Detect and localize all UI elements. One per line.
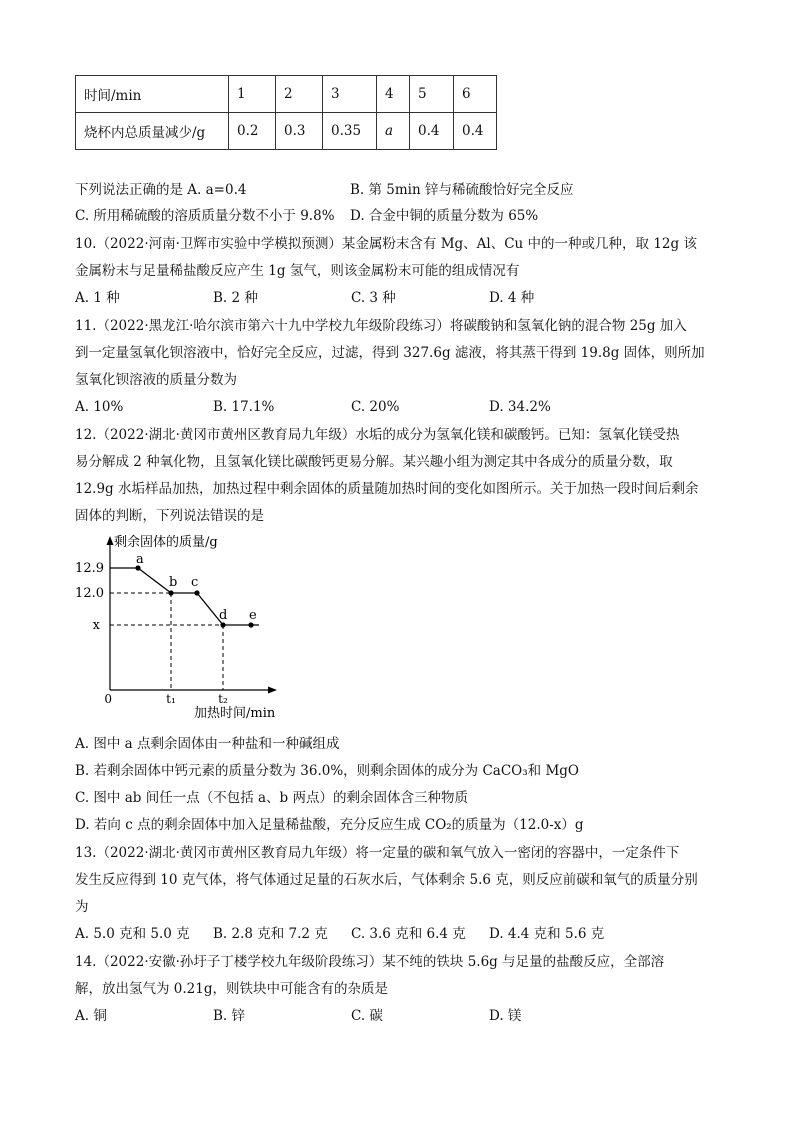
q13-option-d: D. 4.4 克和 5.6 克 [489, 926, 605, 942]
q10-option-b: B. 2 种 [213, 290, 258, 306]
q10-option-a: A. 1 种 [75, 290, 120, 306]
table-cell: 1 [229, 76, 276, 113]
table-cell: 3 [323, 76, 377, 113]
q13-stem-line2: 发生反应得到 10 克气体，将气体通过足量的石灰水后，气体剩余 5.6 克，则反应前碳和氧气的质量分别 [75, 872, 698, 888]
point-label-a: a [136, 552, 144, 567]
point-label-c: c [191, 575, 199, 590]
q11-option-d: D. 34.2% [489, 399, 551, 415]
table-cell: 0.3 [276, 113, 323, 150]
y-tick-label: x [92, 618, 100, 633]
x-tick-label: t₁ [166, 691, 176, 706]
q13-option-b: B. 2.8 克和 7.2 克 [213, 926, 328, 942]
q14-stem-line2: 解，放出氢气为 0.21g，则铁块中可能含有的杂质是 [75, 981, 388, 997]
point-label-d: d [219, 608, 228, 623]
point-label-e: e [249, 608, 257, 623]
point-label-b: b [169, 575, 178, 590]
q10-stem-line1: 10.（2022·河南·卫辉市实验中学模拟预测）某金属粉末含有 Mg、Al、Cu 中的一种或几种，取 12g 该 [75, 236, 697, 252]
x-axis-arrow [268, 687, 277, 694]
y-axis-arrow [107, 536, 114, 545]
q11-option-b: B. 17.1% [213, 399, 275, 415]
data-point-e [248, 622, 253, 627]
table-cell: 时间/min [76, 76, 229, 113]
q10-option-d: D. 4 种 [489, 290, 535, 306]
q10-stem-line2: 金属粉末与足量稀盐酸反应产生 1g 氢气，则该金属粉末可能的组成情况有 [75, 263, 520, 279]
q9-option-a: 下列说法正确的是 A. a=0.4 [75, 182, 247, 198]
q12-stem-line4: 固体的判断，下列说法错误的是 [75, 508, 264, 524]
table-row-mass [76, 113, 497, 150]
table-cell: 4 [377, 76, 410, 113]
table-cell: 0.4 [410, 113, 454, 150]
q12-option-d: D. 若向 c 点的剩余固体中加入足量稀盐酸，充分反应生成 CO₂的质量为（12.0-x）g [75, 817, 584, 833]
origin-label: 0 [104, 691, 112, 706]
q11-stem-line1: 11.（2022·黑龙江·哈尔滨市第六十九中学校九年级阶段练习）将碳酸钠和氢氧化钠的混合物 25g 加入 [75, 318, 687, 334]
q10-option-c: C. 3 种 [351, 290, 396, 306]
q12-option-b: B. 若剩余固体中钙元素的质量分数为 36.0%，则剩余固体的成分为 CaCO₃和 MgO [75, 763, 579, 779]
q11-stem-line3: 氢氧化钡溶液的质量分数为 [75, 372, 237, 388]
x-axis-label: 加热时间/min [194, 706, 276, 721]
q14-option-d: D. 镁 [489, 1008, 522, 1024]
q14-option-c: C. 碳 [351, 1008, 383, 1024]
q13-option-a: A. 5.0 克和 5.0 克 [75, 926, 190, 942]
table-cell: 5 [410, 76, 454, 113]
q12-stem-line3: 12.9g 水垢样品加热，加热过程中剩余固体的质量随加热时间的变化如图所示。关于加热一段时间后剩余 [75, 481, 699, 497]
q9-option-d: D. 合金中铜的质量分数为 65% [350, 208, 539, 224]
q12-stem-line2: 易分解成 2 种氧化物，且氢氧化镁比碳酸钙更易分解。某兴趣小组为测定其中各成分的质量分数，取 [75, 454, 673, 470]
data-point-d [220, 622, 225, 627]
y-axis-label: 剩余固体的质量/g [114, 535, 218, 550]
table-cell: 2 [276, 76, 323, 113]
table-row-time [76, 76, 497, 113]
q9-option-b: B. 第 5min 锌与稀硫酸恰好完全反应 [350, 182, 574, 198]
data-point-b [168, 590, 173, 595]
q13-stem-line3: 为 [75, 899, 89, 915]
q13-stem-line1: 13.（2022·湖北·黄冈市黄州区教育局九年级）将一定量的碳和氧气放入一密闭的容器中，一定条件下 [75, 845, 680, 861]
q11-option-c: C. 20% [351, 399, 400, 415]
table-cell: 0.2 [229, 113, 276, 150]
y-tick-label: 12.0 [75, 586, 104, 601]
q14-stem-line1: 14.（2022·安徽·孙圩子丁楼学校九年级阶段练习）某不纯的铁块 5.6g 与足量的盐酸反应，全部溶 [75, 954, 665, 970]
table-cell: 0.35 [323, 113, 377, 150]
q11-option-a: A. 10% [75, 399, 124, 415]
q12-stem-line1: 12.（2022·湖北·黄冈市黄州区教育局九年级）水垢的成分为氢氧化镁和碳酸钙。已知：氢氧化镁受热 [75, 427, 680, 443]
table-cell: 0.4 [454, 113, 497, 150]
table-cell: 烧杯内总质量减少/g [76, 113, 229, 150]
q11-stem-line2: 到一定量氢氧化钡溶液中，恰好完全反应，过滤，得到 327.6g 滤液，将其蒸干得到 19.8g 固体，则所加 [75, 345, 705, 361]
q12-option-a: A. 图中 a 点剩余固体由一种盐和一种碱组成 [75, 736, 340, 752]
series-line [138, 568, 259, 625]
mass-time-chart [70, 530, 300, 730]
q9-option-c: C. 所用稀硫酸的溶质质量分数不小于 9.8% [75, 208, 335, 224]
q14-option-a: A. 铜 [75, 1008, 107, 1024]
q12-option-c: C. 图中 ab 间任一点（不包括 a、b 两点）的剩余固体含三种物质 [75, 790, 468, 806]
data-point-c [194, 590, 199, 595]
x-tick-label: t₂ [218, 691, 228, 706]
y-tick-label: 12.9 [75, 561, 104, 576]
q13-option-c: C. 3.6 克和 6.4 克 [351, 926, 466, 942]
table-cell: a [377, 113, 410, 150]
table-cell: 6 [454, 76, 497, 113]
data-table [75, 75, 497, 150]
q14-option-b: B. 锌 [213, 1008, 246, 1024]
